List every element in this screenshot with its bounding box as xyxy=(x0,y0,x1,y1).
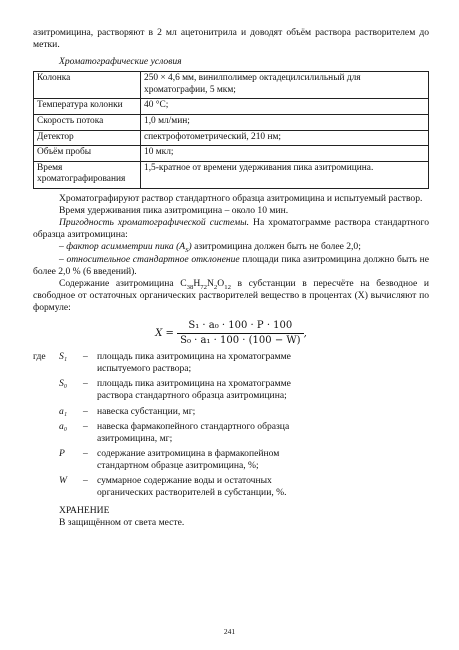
condition-value: 40 °С; xyxy=(141,99,429,115)
condition-param: Температура колонки xyxy=(34,99,141,115)
condition-param: Скорость потока xyxy=(34,115,141,131)
chromatographic-conditions-title: Хроматографические условия xyxy=(59,56,182,68)
condition-param: Объём пробы xyxy=(34,146,141,162)
formula-sub-h: 72 xyxy=(200,283,207,291)
conditions-row xyxy=(34,161,429,188)
definition-row xyxy=(33,351,429,375)
definition-symbol: S₀ xyxy=(59,378,68,390)
conditions-row xyxy=(34,99,429,115)
condition-value: 10 мкл; xyxy=(141,146,429,162)
condition-param: Время хроматографирования xyxy=(34,161,141,188)
document-page xyxy=(33,27,429,529)
definition-text: площадь пика азитромицина на хроматограмме раствора стандартного образца азитромицина; xyxy=(97,378,291,402)
criterion-term-text: фактор асимметрии пика (A xyxy=(66,241,186,253)
definition-row xyxy=(33,448,429,472)
chromatograph-paragraph: Хроматографируют раствор стандартного образца азитромицина и испытуемый раствор. xyxy=(59,193,423,205)
definition-symbol: a₁ xyxy=(59,405,68,417)
definition-text: суммарное содержание воды и остаточных органических растворителей в субстанции, %. xyxy=(97,475,287,499)
definition-dash: – xyxy=(83,447,88,459)
formula-tail: , xyxy=(303,327,307,339)
calculation-formula xyxy=(33,320,429,347)
criterion-dash: – xyxy=(59,253,67,265)
formula-o: O xyxy=(217,277,225,289)
criteria-list xyxy=(33,241,429,277)
definition-row xyxy=(33,406,429,418)
formula-lhs: X = xyxy=(155,327,174,339)
storage-title: ХРАНЕНИЕ xyxy=(59,505,110,517)
criterion-term-sub: S xyxy=(185,247,189,255)
definition-where: где xyxy=(33,351,46,363)
condition-param: Детектор xyxy=(34,130,141,146)
retention-paragraph: Время удерживания пика азитромицина – около 10 мин. xyxy=(59,205,289,217)
definition-dash: – xyxy=(83,351,88,363)
conditions-row xyxy=(34,115,429,131)
suitability-paragraph xyxy=(33,217,429,241)
condition-param: Колонка xyxy=(34,72,141,99)
page-number: 241 xyxy=(223,627,236,636)
condition-value: спектрофотометрический, 210 нм; xyxy=(141,130,429,146)
definition-text: навеска субстанции, мг; xyxy=(97,405,196,417)
formula-sub-n: 2 xyxy=(213,283,218,291)
criterion-item xyxy=(33,254,429,278)
formula-denominator: S₀ · a₁ · 100 · (100 − W) xyxy=(180,335,301,347)
definition-dash: – xyxy=(83,405,88,417)
criterion-rest: площади пика азитромицина должно быть не более 2,0 % (6 введений). xyxy=(33,253,429,277)
definition-text: содержание азитромицина в фармакопейном стандартном образце азитромицина, %; xyxy=(97,447,280,471)
content-text-after: в субстанции в пересчёте на безводное и свободное от остаточных органических растворителей вещество в процентах (X) вычисляют по формуле: xyxy=(33,277,430,313)
condition-value: 1,5-кратное от времени удерживания пика азитромицина. xyxy=(141,161,429,188)
criterion-term xyxy=(66,254,239,265)
formula-h: H xyxy=(193,277,201,289)
criterion-term-end: ) xyxy=(188,241,192,253)
intro-paragraph: азитромицина, растворяют в 2 мл ацетонитрила и доводят объём раствора растворителем до метки. xyxy=(33,27,429,51)
formula-sub-c: 38 xyxy=(186,283,194,291)
criterion-rest: азитромицина должен быть не более 2,0; xyxy=(191,241,361,253)
conditions-row xyxy=(34,146,429,162)
definitions-list xyxy=(33,351,429,499)
definition-symbol: S₁ xyxy=(59,351,68,363)
definition-symbol: W xyxy=(59,475,67,486)
formula-numerator: S₁ · a₀ · 100 · P · 100 xyxy=(177,320,303,334)
definition-symbol: a₀ xyxy=(59,420,68,432)
condition-value: 250 × 4,6 мм, винилполимер октадецилсилильный для хроматографии, 5 мкм; xyxy=(141,72,429,99)
definition-text: навеска фармакопейного стандартного образца азитромицина, мг; xyxy=(97,420,290,444)
formula-sub-o: 12 xyxy=(224,283,231,291)
formula-n: N xyxy=(206,277,214,289)
formula-fraction xyxy=(177,320,303,347)
definition-dash: – xyxy=(83,378,88,390)
suitability-text: На хроматограмме раствора стандартного образца азитромицина: xyxy=(33,217,429,241)
criterion-dash: – xyxy=(59,241,67,253)
conditions-row xyxy=(34,72,429,99)
definition-text: площадь пика азитромицина на хроматограмме испытуемого раствора; xyxy=(97,351,291,375)
definition-dash: – xyxy=(83,420,88,432)
content-paragraph xyxy=(33,278,429,314)
conditions-table xyxy=(33,71,429,189)
definition-dash: – xyxy=(83,475,88,486)
condition-value: 1,0 мл/мин; xyxy=(141,115,429,131)
suitability-heading: Пригодность хроматографической системы. xyxy=(59,217,249,229)
definition-symbol: P xyxy=(59,447,65,459)
storage-text: В защищённом от света месте. xyxy=(59,517,185,529)
criterion-term-text: относительное стандартное отклонение xyxy=(66,253,240,265)
criterion-term xyxy=(66,241,192,255)
conditions-row xyxy=(34,130,429,146)
definition-row xyxy=(33,378,429,402)
criterion-item xyxy=(33,241,429,253)
content-text-before: Содержание азитромицина C xyxy=(59,277,187,289)
definition-row xyxy=(33,421,429,445)
definition-row xyxy=(33,475,429,499)
